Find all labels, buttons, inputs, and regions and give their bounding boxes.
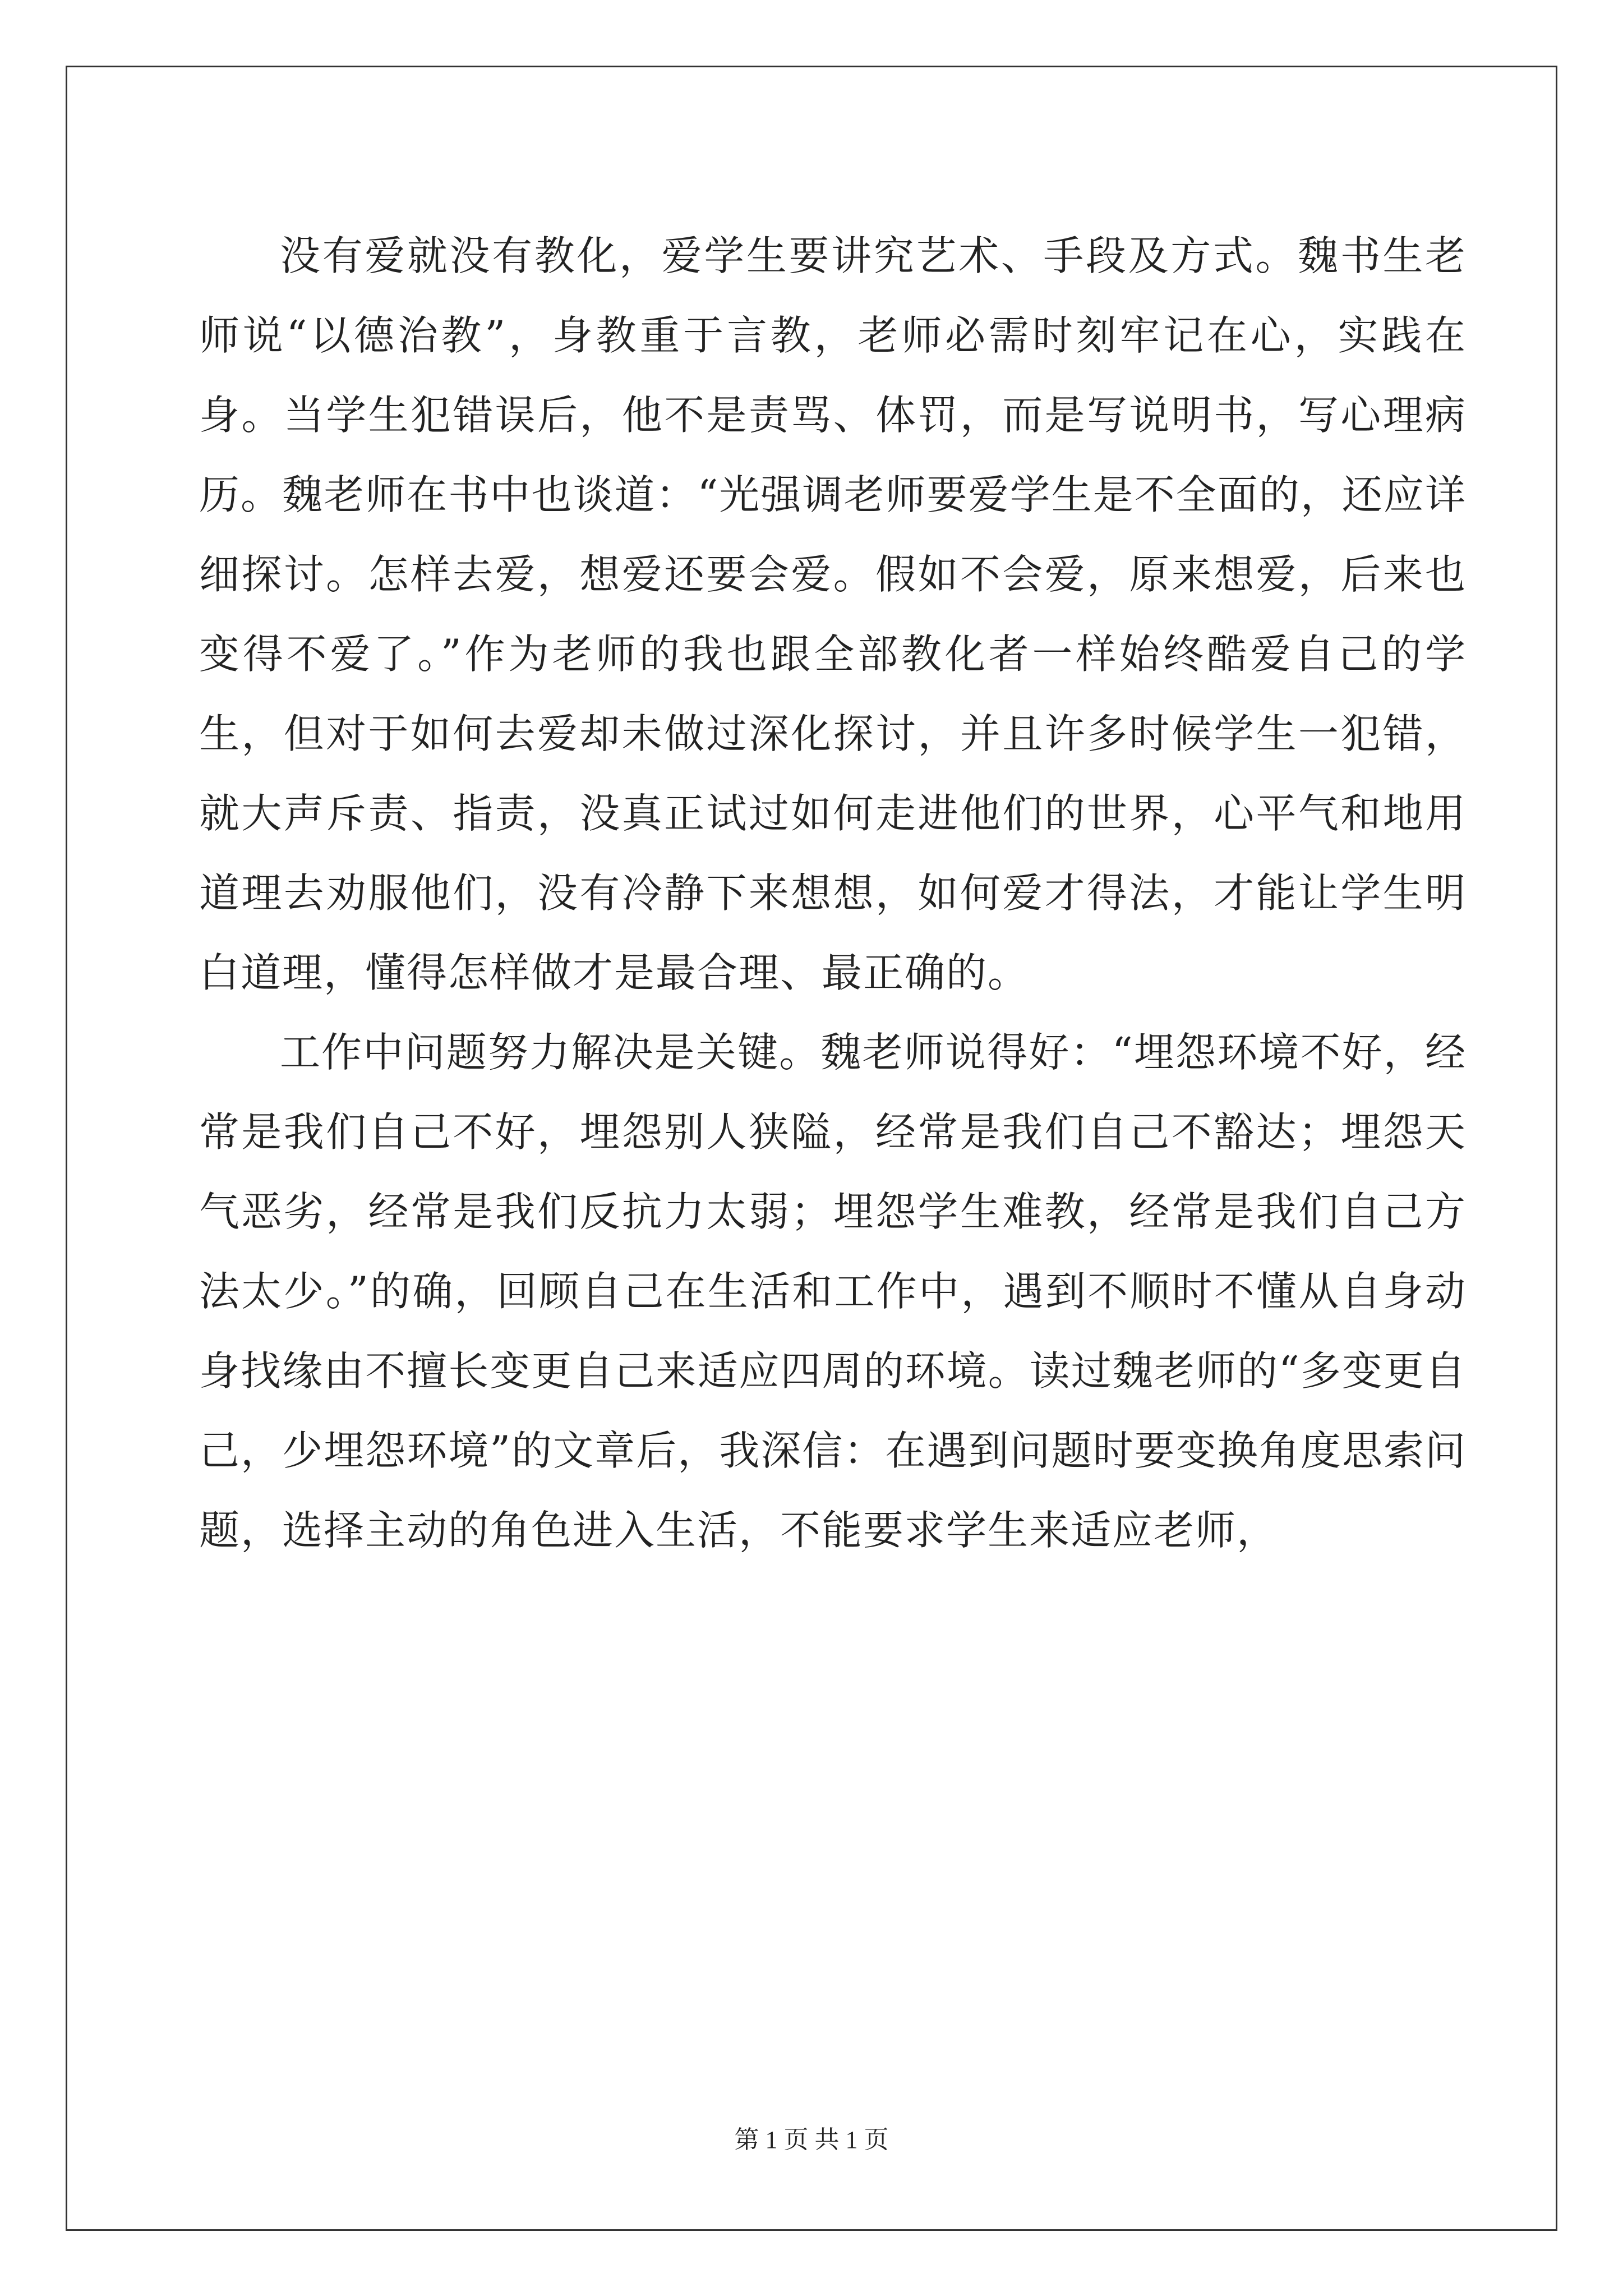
- page-number-footer: 第 1 页 共 1 页: [734, 2126, 889, 2154]
- document-body: [199, 216, 1467, 1570]
- paragraph: 没有爱就没有教化，爱学生要讲究艺术、手段及方式。魏书生老师说“以德治教”，身教重于言教，老师必需时刻牢记在心，实践在身。当学生犯错误后，他不是责骂、体罚，而是写说明书，写心理病历。魏老师在书中也谈道：“光强调老师要爱学生是不全面的，还应详细探讨。怎样去爱，想爱还要会爱。假如不会爱，原来想爱，后来也变得不爱了。”作为老师的我也跟全部教化者一样始终酷爱自己的学生，但对于如何去爱却未做过深化探讨，并且许多时候学生一犯错，就大声斥责、指责，没真正试过如何走进他们的世界，心平气和地用道理去劝服他们，没有冷静下来想想，如何爱才得法，才能让学生明白道理，懂得怎样做才是最合理、最正确的。: [199, 232, 1467, 996]
- paragraph: 工作中问题努力解决是关键。魏老师说得好：“埋怨环境不好，经常是我们自己不好，埋怨别人狭隘，经常是我们自己不豁达；埋怨天气恶劣，经常是我们反抗力太弱；埋怨学生难教，经常是我们自己方法太少。”的确，回顾自己在生活和工作中，遇到不顺时不懂从自身动身找缘由不擅长变更自己来适应四周的环境。读过魏老师的“多变更自己，少埋怨环境”的文章后，我深信：在遇到问题时要变换角度思索问题，选择主动的角色进入生活，不能要求学生来适应老师，: [199, 1029, 1467, 1554]
